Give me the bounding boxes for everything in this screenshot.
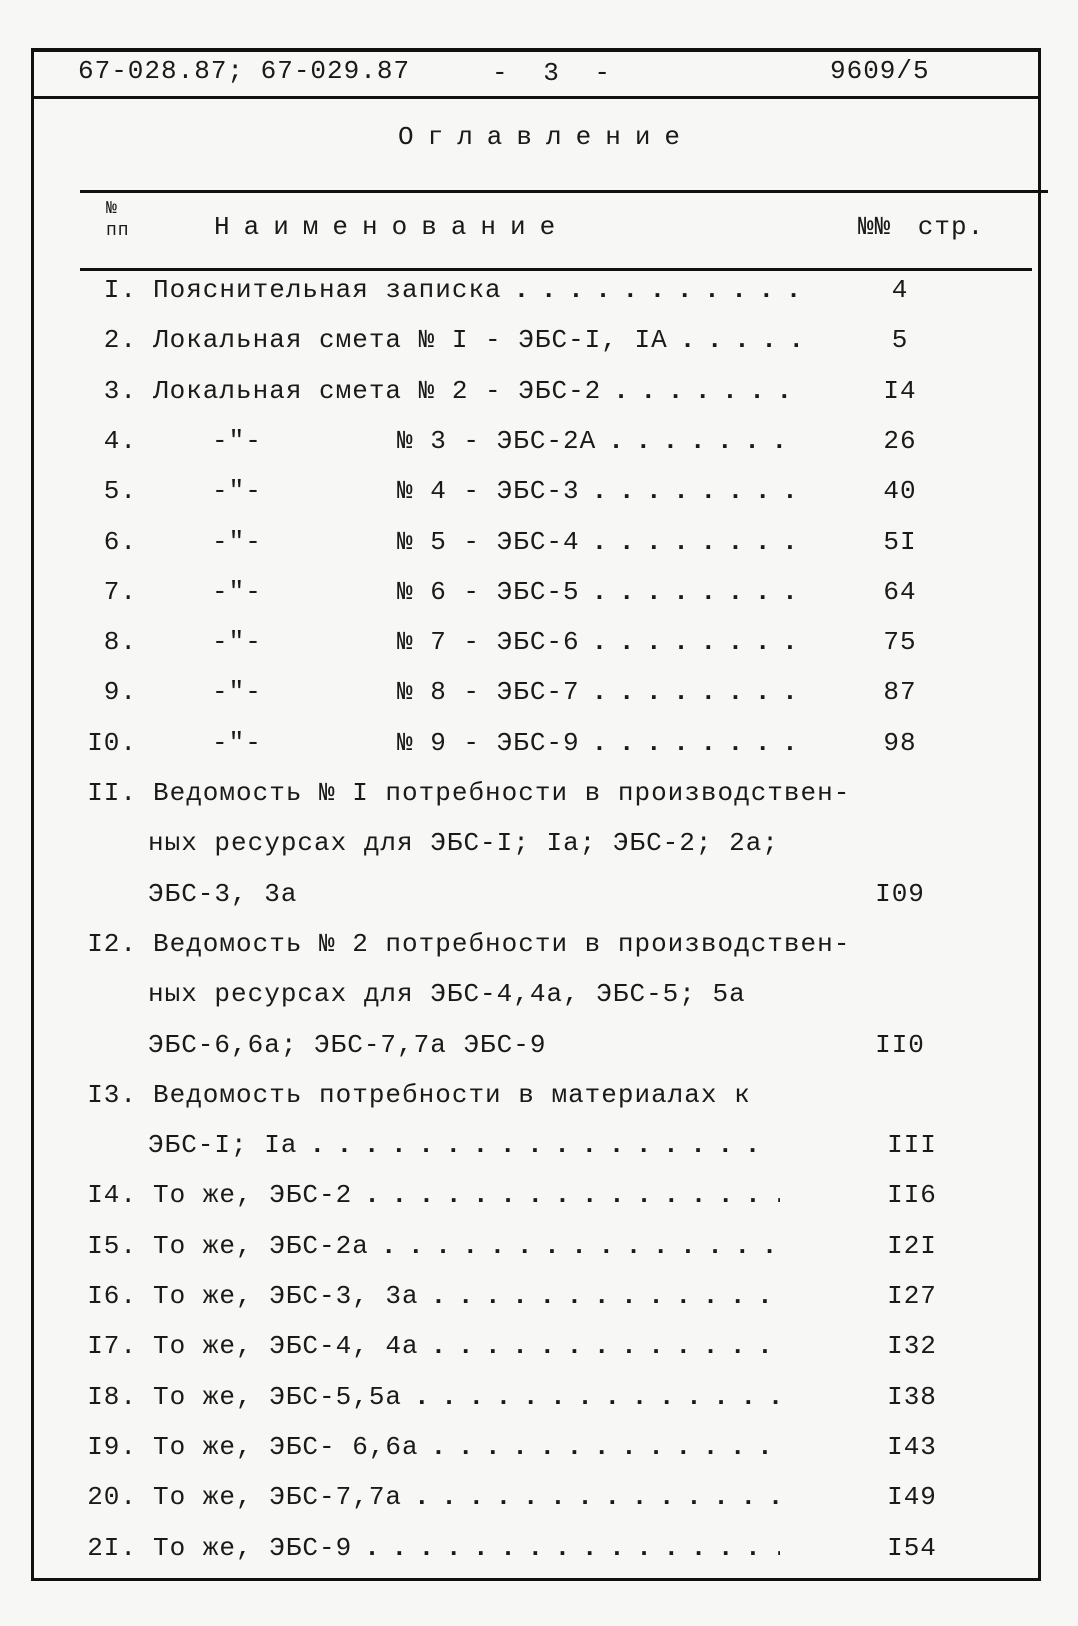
entry-title-text: № 8 - ЭБС-7 [397,677,580,708]
archive-code: 9609/5 [830,56,930,86]
entry-number: 2. [103,325,137,356]
entry-number: 3. [103,375,137,406]
entry-title-text: Пояснительная записка [153,275,502,305]
entry-title [153,927,850,961]
entry-title-text: № 9 - ЭБС-9 [397,727,580,758]
entry-title [153,1279,780,1313]
contents-entry [0,323,1078,357]
entry-number: I5. [87,1230,137,1261]
contents-entry [0,1078,1078,1112]
entry-title-text: № 3 - ЭБС-2А [397,425,597,456]
table-top-rule [80,190,1048,193]
entry-title-text: ЭБС-3, 3а [148,878,298,909]
entry-title-text: № 4 - ЭБС-3 [397,476,580,507]
dot-leader [608,424,798,458]
entry-page-number: 87 [883,677,917,708]
entry-number: I7. [87,1331,137,1362]
entry-title [153,273,798,307]
entry-number: 4. [103,425,137,456]
entry-title-text: № 7 - ЭБС-6 [397,627,580,658]
contents-entry [0,474,1078,508]
entry-title-text: ЭБС-6,6а; ЭБС-7,7а ЭБС-9 [148,1029,547,1060]
entry-page-number: 5I [883,526,917,557]
contents-entry [0,424,1078,458]
dot-leader [381,1229,780,1263]
entry-title-text: Ведомость потребности в материалах к [153,1079,751,1110]
contents-entry [0,1178,1078,1212]
contents-entry [0,1531,1078,1565]
ditto-mark: -"- [212,727,262,758]
contents-entry [0,1229,1078,1263]
entry-title [148,1128,775,1162]
entry-number: I9. [87,1431,137,1462]
entry-title [397,675,798,709]
contents-entry [0,273,1078,307]
entry-title [153,1380,780,1414]
entry-page-number: I43 [887,1431,937,1462]
ditto-mark: -"- [212,627,262,658]
contents-entry [0,1430,1078,1464]
entry-title [153,374,798,408]
entry-title [397,726,798,760]
entry-title-text: № 5 - ЭБС-4 [397,526,580,557]
entry-title-text: ЭБС-I; Iа [148,1130,298,1161]
entry-title-text: № 6 - ЭБС-5 [397,576,580,607]
entry-title [148,977,746,1011]
entry-title [148,877,297,911]
column-header-num: № пп [106,199,130,241]
entry-number: I. [103,275,137,305]
entry-page-number: 40 [883,476,917,507]
dot-leader [592,474,798,508]
entry-page-number: 26 [883,425,917,456]
entry-title-text: То же, ЭБС-5,5а [153,1381,403,1412]
entry-number: I0. [87,727,137,758]
dot-leader [431,1329,780,1363]
contents-entry [0,776,1078,810]
entry-page-number: III [887,1130,937,1161]
dot-leader [414,1380,780,1414]
entry-title [153,323,798,357]
ditto-mark: -"- [212,576,262,607]
ditto-mark: -"- [212,526,262,557]
dot-leader [592,675,798,709]
entry-page-number: II0 [875,1029,925,1060]
ditto-mark: -"- [212,476,262,507]
entry-number: 5. [103,476,137,507]
contents-entry [0,1380,1078,1414]
entry-page-number: 4 [891,275,909,305]
entry-title-text: ных ресурсах для ЭБС-4,4а, ЭБС-5; 5а [148,979,746,1010]
table-header-rule [80,268,1032,271]
entry-title [397,575,798,609]
entry-title-text: ных ресурсах для ЭБС-I; Iа; ЭБС-2; 2а; [148,828,779,859]
entry-title-text: То же, ЭБС-3, 3а [153,1281,419,1311]
entry-page-number: 64 [883,576,917,607]
dot-leader [514,273,798,307]
contents-entry [0,625,1078,659]
ditto-mark: -"- [212,425,262,456]
entry-number: 9. [103,677,137,708]
entry-page-number: 5 [891,325,909,356]
entry-number: 20. [87,1482,137,1513]
entry-title [153,1480,780,1514]
page-number: - 3 - [492,58,621,88]
entry-page-number: 75 [883,627,917,658]
header-divider [31,96,1038,99]
entry-page-number: I4 [883,375,917,406]
entry-title [153,1430,780,1464]
contents-entry [0,575,1078,609]
contents-entry [0,525,1078,559]
contents-entry [0,1279,1078,1313]
contents-entry [0,374,1078,408]
entry-title [153,1531,780,1565]
dot-leader [431,1430,780,1464]
entry-page-number: I49 [887,1482,937,1513]
entry-title-text: То же, ЭБС-2 [153,1180,353,1211]
document-numbers: 67-028.87; 67-029.87 [78,56,411,86]
entry-number: 8. [103,627,137,658]
contents-entry [0,977,1078,1011]
entry-title-text: То же, ЭБС- 6,6а [153,1431,419,1462]
entry-title [153,1078,751,1112]
entry-number: I4. [87,1180,137,1211]
entry-title [397,424,798,458]
contents-entry [0,1480,1078,1514]
contents-entry [0,877,1078,911]
dot-leader [680,323,798,357]
entry-title [153,776,850,810]
dot-leader [431,1279,780,1313]
entry-page-number: I38 [887,1381,937,1412]
entry-page-number: 98 [883,727,917,758]
entry-page-number: I2I [887,1230,937,1261]
entry-page-number: I27 [887,1281,937,1311]
entry-number: II. [87,778,137,808]
entry-number: I3. [87,1079,137,1110]
ditto-mark: -"- [212,677,262,708]
entry-number: I6. [87,1281,137,1311]
dot-leader [309,1128,775,1162]
dot-leader [592,726,798,760]
entry-title [148,1028,546,1062]
dot-leader [364,1178,780,1212]
entry-title-text: Локальная смета № I - ЭБС-I, IА [153,325,668,356]
entry-title-text: То же, ЭБС-7,7а [153,1482,403,1513]
entry-title [153,1229,780,1263]
entry-page-number: II6 [887,1180,937,1211]
entry-page-number: I09 [875,878,925,909]
entry-title-text: То же, ЭБС-4, 4а [153,1331,419,1362]
entry-title [397,525,798,559]
entry-title [153,1178,780,1212]
dot-leader [414,1480,780,1514]
contents-entry [0,675,1078,709]
entry-title-text: Ведомость № 2 потребности в производствен- [153,928,851,959]
entry-title-text: Ведомость № I потребности в производствен- [153,778,851,808]
contents-entry [0,826,1078,860]
entry-title [148,826,779,860]
contents-entry [0,1329,1078,1363]
dot-leader [592,575,798,609]
dot-leader [364,1531,780,1565]
page-title: Оглавление [398,122,695,152]
dot-leader [592,525,798,559]
contents-entry [0,1028,1078,1062]
entry-title-text: Локальная смета № 2 - ЭБС-2 [153,375,602,406]
entry-number: 7. [103,576,137,607]
entry-title-text: То же, ЭБС-9 [153,1532,353,1563]
dot-leader [613,374,798,408]
column-header-name: Наименование [214,212,570,242]
entry-page-number: I54 [887,1532,937,1563]
column-header-pages: №№ стр. [858,212,985,242]
contents-entry [0,1128,1078,1162]
entry-title [397,625,798,659]
entry-title [153,1329,780,1363]
dot-leader [592,625,798,659]
entry-number: I8. [87,1381,137,1412]
entry-title [397,474,798,508]
contents-entry [0,726,1078,760]
entry-number: I2. [87,928,137,959]
contents-entry [0,927,1078,961]
entry-page-number: I32 [887,1331,937,1362]
entry-number: 2I. [87,1532,137,1563]
entry-title-text: То же, ЭБС-2а [153,1230,369,1261]
entry-number: 6. [103,526,137,557]
